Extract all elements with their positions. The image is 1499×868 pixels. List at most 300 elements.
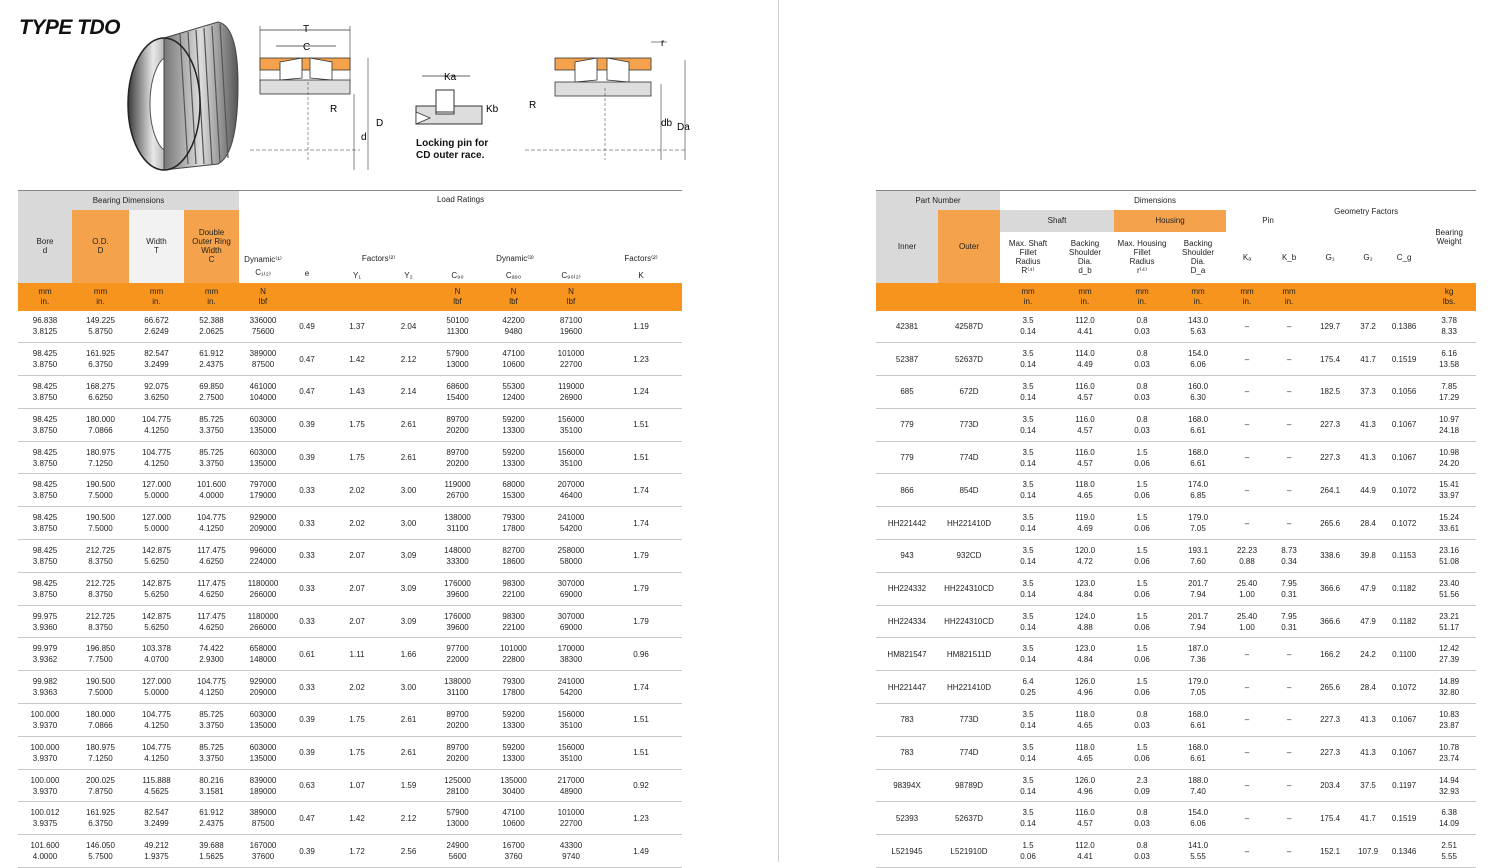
caption-line-2: CD outer race. <box>416 150 485 161</box>
table-cell: – <box>1268 835 1310 868</box>
table-cell: 149.225 5.8750 <box>72 311 129 343</box>
table-cell: 25.40 1.00 <box>1226 605 1268 638</box>
table-cell: 1180000 266000 <box>239 572 287 605</box>
col-dynamic-1: Dynamic⁽¹⁾ C₁₍₂₎ <box>244 255 282 277</box>
table-cell: 932CD <box>938 540 1000 573</box>
table-cell: 1.72 <box>327 835 387 868</box>
table-cell: 0.8 0.03 <box>1114 311 1170 343</box>
group-geometry-factors: Geometry Factors <box>1310 191 1422 232</box>
table-cell: – <box>1226 311 1268 343</box>
unit-cell <box>938 283 1000 311</box>
table-cell: 1.07 <box>327 769 387 802</box>
table-cell: 1.5 0.06 <box>1114 638 1170 671</box>
table-cell: 101.600 4.0000 <box>18 835 72 868</box>
table-cell: 0.1067 <box>1386 736 1422 769</box>
unit-cell <box>1386 283 1422 311</box>
table-cell: 603000 135000 <box>239 408 287 441</box>
col-cg: C_g <box>1396 252 1412 262</box>
dim-kb: Kb <box>486 104 499 115</box>
table-cell: 12.42 27.39 <box>1422 638 1476 671</box>
table-cell: 3.5 0.14 <box>1000 704 1056 737</box>
col-kb: K_b <box>1281 252 1297 262</box>
table-cell: 168.275 6.6250 <box>72 376 129 409</box>
table-cell: 1.51 <box>600 408 682 441</box>
col-ca90: Cₐ₉₀ <box>505 270 522 280</box>
table-cell: 187.0 7.36 <box>1170 638 1226 671</box>
table-cell: 0.1067 <box>1386 408 1422 441</box>
table-cell: 366.6 <box>1310 605 1350 638</box>
table-cell: 156000 35100 <box>542 736 600 769</box>
table-cell: 0.1519 <box>1386 343 1422 376</box>
col-bearing-weight: Bearing Weight <box>1422 191 1476 283</box>
table-cell: 0.1100 <box>1386 638 1422 671</box>
table-cell: 188.0 7.40 <box>1170 769 1226 802</box>
page-divider <box>778 0 779 862</box>
table-cell: 0.33 <box>287 671 327 704</box>
table-cell: 1.19 <box>600 311 682 343</box>
table-cell: 37.5 <box>1350 769 1386 802</box>
table-cell: 115.888 4.5625 <box>129 769 184 802</box>
table-cell: 87100 19600 <box>542 311 600 343</box>
table-cell: 41.3 <box>1350 704 1386 737</box>
unit-cell: N lbf <box>542 283 600 311</box>
unit-cell <box>1310 283 1350 311</box>
table-cell: 28.4 <box>1350 507 1386 540</box>
table-cell: 100.000 3.9370 <box>18 769 72 802</box>
dim-db: db <box>661 118 673 129</box>
table-cell: 16700 3760 <box>485 835 542 868</box>
table-cell: 41.3 <box>1350 441 1386 474</box>
table-row <box>18 474 682 507</box>
table-cell: 2.56 <box>387 835 430 868</box>
table-cell: 783 <box>876 704 938 737</box>
table-cell: 39.688 1.5625 <box>184 835 239 868</box>
table-cell: 0.8 0.03 <box>1114 802 1170 835</box>
table-cell: 168.0 6.61 <box>1170 704 1226 737</box>
table-cell: 166.2 <box>1310 638 1350 671</box>
table-cell: 180.000 7.0866 <box>72 704 129 737</box>
table-cell: 120.0 4.72 <box>1056 540 1114 573</box>
table-cell: 3.5 0.14 <box>1000 605 1056 638</box>
units-row <box>18 283 682 311</box>
table-cell: 3.5 0.14 <box>1000 474 1056 507</box>
table-cell: 52393 <box>876 802 938 835</box>
table-row <box>876 605 1476 638</box>
table-cell: 68600 15400 <box>430 376 485 409</box>
table-cell: 2.02 <box>327 507 387 540</box>
table-cell: 3.5 0.14 <box>1000 540 1056 573</box>
table-cell: 156000 35100 <box>542 408 600 441</box>
col-factors-k-head: Factors⁽²⁾ <box>624 254 658 263</box>
table-cell: 116.0 4.57 <box>1056 441 1114 474</box>
table-cell: 389000 87500 <box>239 802 287 835</box>
table-cell: – <box>1268 704 1310 737</box>
table-cell: 156000 35100 <box>542 704 600 737</box>
group-load-ratings: Load Ratings <box>239 191 682 250</box>
table-cell: 0.92 <box>600 769 682 802</box>
table-cell: 0.1346 <box>1386 835 1422 868</box>
table-cell: 23.40 51.56 <box>1422 572 1476 605</box>
table-cell: 25.40 1.00 <box>1226 572 1268 605</box>
table-cell: 98300 22100 <box>485 572 542 605</box>
table-cell: 0.39 <box>287 441 327 474</box>
table-cell: 1.49 <box>600 835 682 868</box>
page-title: TYPE TDO <box>19 16 121 39</box>
unit-cell: mm in. <box>18 283 72 311</box>
table-cell: 116.0 4.57 <box>1056 802 1114 835</box>
table-cell: 0.39 <box>287 704 327 737</box>
table-cell: 264.1 <box>1310 474 1350 507</box>
table-cell: 98.425 3.8750 <box>18 507 72 540</box>
table-cell: 1.42 <box>327 343 387 376</box>
table-cell: 1.5 0.06 <box>1000 835 1056 868</box>
table-row <box>18 671 682 704</box>
table-cell: 152.1 <box>1310 835 1350 868</box>
table-cell: 112.0 4.41 <box>1056 835 1114 868</box>
table-cell: 0.39 <box>287 408 327 441</box>
table-cell: 24.2 <box>1350 638 1386 671</box>
table-cell: 89700 20200 <box>430 441 485 474</box>
table-cell: 338.6 <box>1310 540 1350 573</box>
table-cell: 10.97 24.18 <box>1422 408 1476 441</box>
table-cell: 175.4 <box>1310 343 1350 376</box>
table-cell: 6.16 13.58 <box>1422 343 1476 376</box>
table-cell: HM821547 <box>876 638 938 671</box>
table-cell: 0.1072 <box>1386 507 1422 540</box>
units-row <box>876 283 1476 311</box>
table-cell: 112.0 4.41 <box>1056 311 1114 343</box>
table-cell: 103.378 4.0700 <box>129 638 184 671</box>
table-cell: 98394X <box>876 769 938 802</box>
table-cell: 0.39 <box>287 736 327 769</box>
table-row <box>18 605 682 638</box>
unit-cell: mm in. <box>1226 283 1268 311</box>
col-e: e <box>304 268 310 278</box>
unit-cell: mm in. <box>1056 283 1114 311</box>
table-cell: HH221410D <box>938 671 1000 704</box>
table-cell: HH224332 <box>876 572 938 605</box>
table-cell: 156000 35100 <box>542 441 600 474</box>
table-cell: 0.8 0.03 <box>1114 704 1170 737</box>
table-cell: 336000 75600 <box>239 311 287 343</box>
table-cell: 118.0 4.65 <box>1056 736 1114 769</box>
table-cell: 101000 22700 <box>542 802 600 835</box>
table-cell: 28.4 <box>1350 671 1386 704</box>
table-cell: 2.61 <box>387 736 430 769</box>
col-bore: Bore d <box>18 210 72 283</box>
table-cell: 193.1 7.60 <box>1170 540 1226 573</box>
table-cell: 1.5 0.06 <box>1114 671 1170 704</box>
group-housing: Housing <box>1114 210 1226 232</box>
unit-cell: mm in. <box>72 283 129 311</box>
table-cell: – <box>1226 835 1268 868</box>
unit-cell: mm in. <box>1170 283 1226 311</box>
table-cell: 126.0 4.96 <box>1056 769 1114 802</box>
table-cell: 98.425 3.8750 <box>18 343 72 376</box>
table-cell: 89700 20200 <box>430 736 485 769</box>
unit-cell: mm in. <box>184 283 239 311</box>
table-cell: 0.8 0.03 <box>1114 835 1170 868</box>
table-cell: 1.75 <box>327 736 387 769</box>
table-cell: 179.0 7.05 <box>1170 671 1226 704</box>
table-cell: 258000 58000 <box>542 540 600 573</box>
dim-outer-d: D <box>376 118 384 129</box>
group-bearing-dimensions: Bearing Dimensions <box>18 191 239 210</box>
table-cell: 79300 17800 <box>485 507 542 540</box>
table-cell: 148000 33300 <box>430 540 485 573</box>
table-cell: 180.000 7.0866 <box>72 408 129 441</box>
table-cell: 0.8 0.03 <box>1114 376 1170 409</box>
table-cell: 42587D <box>938 311 1000 343</box>
unit-cell <box>287 283 327 311</box>
table-cell: – <box>1268 408 1310 441</box>
table-cell: 203.4 <box>1310 769 1350 802</box>
table-cell: 0.1153 <box>1386 540 1422 573</box>
table-cell: 89700 20200 <box>430 408 485 441</box>
table-cell: 161.925 6.3750 <box>72 802 129 835</box>
table-row <box>18 376 682 409</box>
table-cell: – <box>1268 376 1310 409</box>
table-cell: 1.24 <box>600 376 682 409</box>
col-dynamic-3: Dynamic⁽³⁾ <box>496 254 534 263</box>
table-cell: 1.23 <box>600 802 682 835</box>
table-cell: 138000 31100 <box>430 671 485 704</box>
table-row <box>18 769 682 802</box>
dim-bore-d: d <box>361 132 367 143</box>
unit-cell: mm in. <box>129 283 184 311</box>
unit-cell: mm in. <box>1000 283 1056 311</box>
col-y2: Y₂ <box>404 270 413 280</box>
table-cell: 2.14 <box>387 376 430 409</box>
table-cell: 168.0 6.61 <box>1170 736 1226 769</box>
dim-r-housing: r <box>661 38 665 49</box>
table-cell: 98789D <box>938 769 1000 802</box>
table-cell: 68000 15300 <box>485 474 542 507</box>
table-cell: 461000 104000 <box>239 376 287 409</box>
table-cell: 0.33 <box>287 572 327 605</box>
table-cell: 8.73 0.34 <box>1268 540 1310 573</box>
table-cell: HM821511D <box>938 638 1000 671</box>
table-cell: 854D <box>938 474 1000 507</box>
dim-t: T <box>303 24 310 35</box>
table-cell: 37.2 <box>1350 311 1386 343</box>
table-cell: 2.02 <box>327 474 387 507</box>
table-cell: 307000 69000 <box>542 572 600 605</box>
table-cell: 774D <box>938 736 1000 769</box>
table-cell: 125000 28100 <box>430 769 485 802</box>
table-cell: 52.388 2.0625 <box>184 311 239 343</box>
table-cell: 79300 17800 <box>485 671 542 704</box>
table-cell: 779 <box>876 408 938 441</box>
table-row <box>18 572 682 605</box>
table-row <box>18 835 682 868</box>
table-cell: – <box>1226 376 1268 409</box>
table-cell: 1.79 <box>600 572 682 605</box>
table-cell: 98.425 3.8750 <box>18 572 72 605</box>
table-row <box>18 540 682 573</box>
col-max-housing-fillet: Max. Housing Fillet Radius r⁽⁴⁾ <box>1117 239 1167 275</box>
table-cell: 1.79 <box>600 605 682 638</box>
table-cell: 117.475 4.6250 <box>184 572 239 605</box>
table-cell: 55300 12400 <box>485 376 542 409</box>
table-cell: 658000 148000 <box>239 638 287 671</box>
table-cell: 175.4 <box>1310 802 1350 835</box>
unit-cell: N lbf <box>430 283 485 311</box>
table-cell: 241000 54200 <box>542 507 600 540</box>
table-row <box>876 736 1476 769</box>
table-cell: 0.47 <box>287 343 327 376</box>
group-part-number: Part Number <box>876 191 1000 210</box>
table-cell: 603000 135000 <box>239 736 287 769</box>
table-cell: 161.925 6.3750 <box>72 343 129 376</box>
table-cell: 797000 179000 <box>239 474 287 507</box>
table-cell: 201.7 7.94 <box>1170 605 1226 638</box>
table-cell: 117.475 4.6250 <box>184 540 239 573</box>
table-cell: 3.5 0.14 <box>1000 408 1056 441</box>
group-dimensions: Dimensions <box>1000 191 1310 210</box>
cross-section-diagram <box>250 22 390 177</box>
table-cell: – <box>1226 671 1268 704</box>
table-cell: – <box>1268 769 1310 802</box>
table-cell: 0.33 <box>287 540 327 573</box>
table-cell: 129.7 <box>1310 311 1350 343</box>
table-cell: 100.000 3.9370 <box>18 704 72 737</box>
table-cell: 174.0 6.85 <box>1170 474 1226 507</box>
table-cell: 0.1072 <box>1386 474 1422 507</box>
table-cell: HH224310CD <box>938 572 1000 605</box>
table-cell: 43300 9740 <box>542 835 600 868</box>
table-cell: 37.3 <box>1350 376 1386 409</box>
table-cell: 2.04 <box>387 311 430 343</box>
table-cell: 82.547 3.2499 <box>129 802 184 835</box>
col-inner: Inner <box>876 210 938 283</box>
table-cell: 3.5 0.14 <box>1000 802 1056 835</box>
table-cell: 1.5 0.06 <box>1114 736 1170 769</box>
table-cell: 99.979 3.9362 <box>18 638 72 671</box>
bearing-photo <box>118 14 244 174</box>
table-cell: 0.1072 <box>1386 671 1422 704</box>
table-cell: 3.09 <box>387 572 430 605</box>
table-cell: 0.1067 <box>1386 704 1422 737</box>
table-cell: L521945 <box>876 835 938 868</box>
table-cell: 66.672 2.6249 <box>129 311 184 343</box>
table-cell: 1.43 <box>327 376 387 409</box>
table-cell: 49.212 1.9375 <box>129 835 184 868</box>
table-cell: 119.0 4.69 <box>1056 507 1114 540</box>
table-cell: 142.875 5.6250 <box>129 540 184 573</box>
caption-line-1: Locking pin for <box>416 138 489 149</box>
table-cell: 774D <box>938 441 1000 474</box>
unit-cell <box>876 283 938 311</box>
table-cell: 929000 209000 <box>239 671 287 704</box>
table-cell: 783 <box>876 736 938 769</box>
table-cell: 119000 26700 <box>430 474 485 507</box>
table-row <box>876 474 1476 507</box>
table-cell: HH224310CD <box>938 605 1000 638</box>
table-cell: – <box>1226 343 1268 376</box>
table-cell: 101000 22800 <box>485 638 542 671</box>
table-cell: 42381 <box>876 311 938 343</box>
table-cell: 2.12 <box>387 343 430 376</box>
table-cell: 59200 13300 <box>485 441 542 474</box>
table-cell: 135000 30400 <box>485 769 542 802</box>
table-cell: 1.5 0.06 <box>1114 507 1170 540</box>
table-cell: 98.425 3.8750 <box>18 376 72 409</box>
table-cell: 104.775 4.1250 <box>129 736 184 769</box>
table-cell: 182.5 <box>1310 376 1350 409</box>
col-width: Width T <box>129 210 184 283</box>
table-cell: 773D <box>938 704 1000 737</box>
table-cell: 123.0 4.84 <box>1056 638 1114 671</box>
table-cell: 98300 22100 <box>485 605 542 638</box>
col-y1: Y₁ <box>353 270 362 280</box>
table-cell: – <box>1268 638 1310 671</box>
table-cell: 126.0 4.96 <box>1056 671 1114 704</box>
table-cell: 85.725 3.3750 <box>184 408 239 441</box>
table-cell: 85.725 3.3750 <box>184 704 239 737</box>
table-cell: 100.012 3.9375 <box>18 802 72 835</box>
table-cell: 0.61 <box>287 638 327 671</box>
table-cell: 116.0 4.57 <box>1056 408 1114 441</box>
table-row <box>18 311 682 343</box>
table-cell: 176000 39600 <box>430 605 485 638</box>
table-cell: 3.5 0.14 <box>1000 441 1056 474</box>
table-cell: 124.0 4.88 <box>1056 605 1114 638</box>
table-cell: 59200 13300 <box>485 408 542 441</box>
table-cell: 1.23 <box>600 343 682 376</box>
table-cell: 1.51 <box>600 704 682 737</box>
group-pin: Pin <box>1262 216 1274 225</box>
table-cell: 59200 13300 <box>485 704 542 737</box>
table-cell: 3.00 <box>387 474 430 507</box>
table-cell: 1.74 <box>600 507 682 540</box>
table-cell: 773D <box>938 408 1000 441</box>
table-cell: 85.725 3.3750 <box>184 736 239 769</box>
table-cell: 119000 26900 <box>542 376 600 409</box>
col-backing-shoulder-housing: Backing Shoulder Dia. D_a <box>1182 239 1215 275</box>
table-cell: 98.425 3.8750 <box>18 474 72 507</box>
table-cell: 47100 10600 <box>485 343 542 376</box>
table-cell: 866 <box>876 474 938 507</box>
col-outer: Outer <box>938 210 1000 283</box>
table-cell: 141.0 5.55 <box>1170 835 1226 868</box>
table-cell: 98.425 3.8750 <box>18 408 72 441</box>
table-cell: 1.11 <box>327 638 387 671</box>
table-cell: 15.41 33.97 <box>1422 474 1476 507</box>
table-row <box>18 343 682 376</box>
table-cell: 3.09 <box>387 540 430 573</box>
table-cell: 1.75 <box>327 704 387 737</box>
table-cell: 1.5 0.06 <box>1114 474 1170 507</box>
table-cell: 10.78 23.74 <box>1422 736 1476 769</box>
table-row <box>876 311 1476 343</box>
table-cell: 180.975 7.1250 <box>72 441 129 474</box>
table-cell: 7.95 0.31 <box>1268 605 1310 638</box>
table-row <box>876 441 1476 474</box>
table-cell: 0.33 <box>287 605 327 638</box>
table-cell: 10.83 23.87 <box>1422 704 1476 737</box>
dim-r: R <box>330 104 338 115</box>
table-cell: 212.725 8.3750 <box>72 540 129 573</box>
table-cell: 1.75 <box>327 441 387 474</box>
table-cell: 59200 13300 <box>485 736 542 769</box>
table-cell: 61.912 2.4375 <box>184 802 239 835</box>
table-cell: 3.5 0.14 <box>1000 507 1056 540</box>
table-cell: 52637D <box>938 802 1000 835</box>
table-cell: 0.1056 <box>1386 376 1422 409</box>
table-cell: 50100 11300 <box>430 311 485 343</box>
table-cell: 57900 13000 <box>430 343 485 376</box>
